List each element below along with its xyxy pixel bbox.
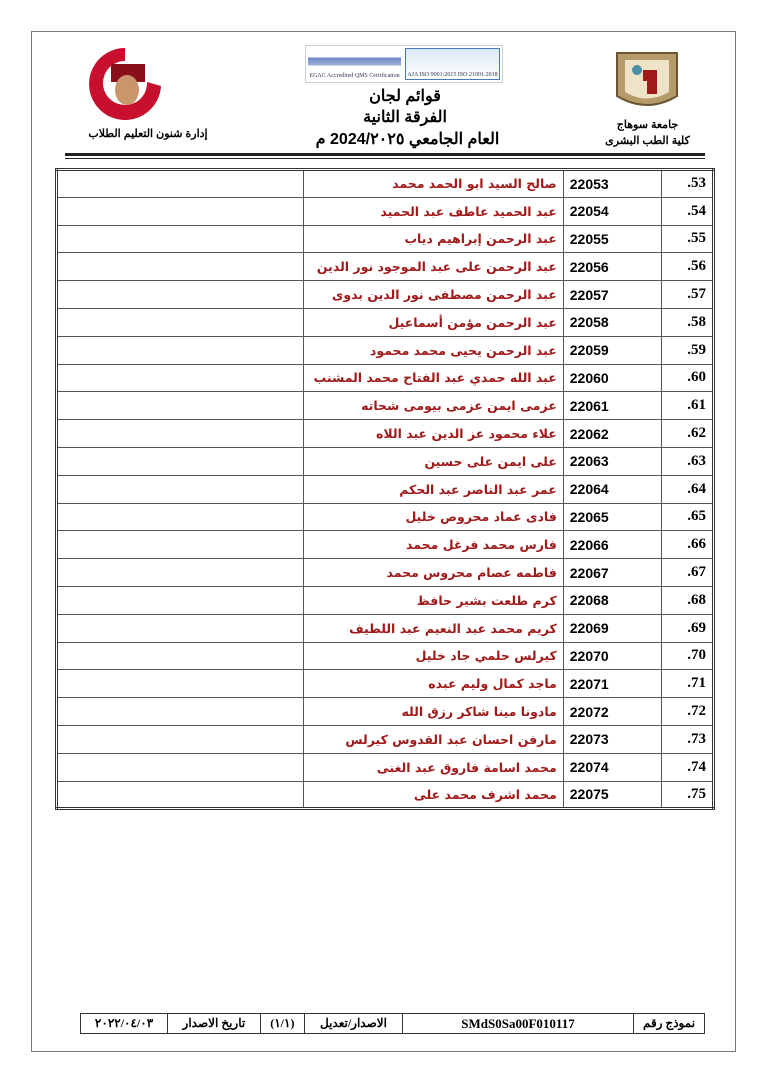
table-row [57, 698, 714, 726]
student-id: 22069 [563, 614, 661, 642]
student-id: 22055 [563, 225, 661, 253]
signature-cell [57, 670, 304, 698]
table-row [57, 725, 714, 753]
student-id: 22066 [563, 531, 661, 559]
row-number: .67 [661, 559, 713, 587]
university-label: جامعة سوهاج [616, 119, 679, 131]
form-number-label: نموذج رقم [634, 1014, 705, 1034]
signature-cell [57, 586, 304, 614]
table-row [57, 614, 714, 642]
student-name: عبد الرحمن مؤمن أسماعيل [304, 308, 563, 336]
student-name: علاء محمود عز الدين عبد اللاه [304, 420, 563, 448]
row-number: .68 [661, 586, 713, 614]
student-name: على ايمن على حسين [304, 447, 563, 475]
signature-cell [57, 698, 304, 726]
student-id: 22063 [563, 447, 661, 475]
table-row [57, 253, 714, 281]
student-id: 22064 [563, 475, 661, 503]
table-row [57, 308, 714, 336]
revision-label: الاصدار/تعديل [304, 1014, 402, 1034]
student-id: 22068 [563, 586, 661, 614]
row-number: .56 [661, 253, 713, 281]
table-row [57, 420, 714, 448]
aja-logo: AJA ISO 9001:2015 ISO 21001:2018 [405, 48, 500, 80]
certification-logos [305, 45, 503, 83]
signature-cell [57, 447, 304, 475]
signature-cell [57, 531, 304, 559]
student-id: 22065 [563, 503, 661, 531]
row-number: .62 [661, 420, 713, 448]
row-number: .60 [661, 364, 713, 392]
table-row [57, 170, 714, 198]
signature-cell [57, 420, 304, 448]
signature-cell [57, 503, 304, 531]
signature-cell [57, 253, 304, 281]
year-level: الفرقة الثانية [363, 109, 447, 126]
header-divider [65, 153, 705, 159]
table-row [57, 281, 714, 309]
student-id: 22067 [563, 559, 661, 587]
signature-cell [57, 308, 304, 336]
row-number: .71 [661, 670, 713, 698]
row-number: .53 [661, 170, 713, 198]
table-row [57, 197, 714, 225]
student-id: 22073 [563, 725, 661, 753]
row-number: .70 [661, 642, 713, 670]
signature-cell [57, 642, 304, 670]
signature-cell [57, 364, 304, 392]
university-name [585, 117, 710, 149]
row-number: .59 [661, 336, 713, 364]
row-number: .55 [661, 225, 713, 253]
students-table [55, 168, 715, 810]
row-number: .58 [661, 308, 713, 336]
student-id: 22059 [563, 336, 661, 364]
student-name: عبد الرحمن على عبد الموجود نور الدين [304, 253, 563, 281]
egac-logo: EGAC Accredited QMS Certification [308, 48, 401, 80]
row-number: .54 [661, 197, 713, 225]
signature-cell [57, 392, 304, 420]
issue-date: ٢٠٢٢/٠٤/٠٣ [81, 1014, 168, 1034]
academic-year: العام الجامعي 2024/٢٠٢٥ م [315, 131, 500, 148]
student-id: 22070 [563, 642, 661, 670]
student-name: عبد الرحمن يحيى محمد محمود [304, 336, 563, 364]
row-number: .63 [661, 447, 713, 475]
student-name: عبد الله حمدي عبد الفتاح محمد المشنب [304, 364, 563, 392]
student-id: 22054 [563, 197, 661, 225]
student-id: 22061 [563, 392, 661, 420]
student-id: 22062 [563, 420, 661, 448]
student-name: فاطمه عصام محروس محمد [304, 559, 563, 587]
student-name: كرم طلعت بشير حافظ [304, 586, 563, 614]
student-name: مارفن احسان عبد القدوس كيرلس [304, 725, 563, 753]
signature-cell [57, 281, 304, 309]
table-row [57, 225, 714, 253]
student-name: عبد الحميد عاطف عبد الحميد [304, 197, 563, 225]
form-footer [80, 1013, 705, 1034]
table-row [57, 336, 714, 364]
student-name: عمر عبد الناصر عبد الحكم [304, 475, 563, 503]
page-title: قوائم لجان [369, 88, 441, 105]
student-name: فادى عماد محروص خليل [304, 503, 563, 531]
signature-cell [57, 559, 304, 587]
student-name: فارس محمد فرغل محمد [304, 531, 563, 559]
row-number: .72 [661, 698, 713, 726]
table-row [57, 447, 714, 475]
signature-cell [57, 753, 304, 781]
signature-cell [57, 725, 304, 753]
signature-cell [57, 781, 304, 809]
row-number: .66 [661, 531, 713, 559]
table-row [57, 559, 714, 587]
student-name: عبد الرحمن إبراهيم دياب [304, 225, 563, 253]
row-number: .74 [661, 753, 713, 781]
student-id: 22072 [563, 698, 661, 726]
sohag-university-seal [607, 48, 687, 114]
row-number: .69 [661, 614, 713, 642]
table-row [57, 753, 714, 781]
table-row [57, 475, 714, 503]
row-number: .65 [661, 503, 713, 531]
student-id: 22060 [563, 364, 661, 392]
student-id: 22071 [563, 670, 661, 698]
signature-cell [57, 225, 304, 253]
student-id: 22075 [563, 781, 661, 809]
student-id: 22074 [563, 753, 661, 781]
student-name: صالح السيد ابو الحمد محمد [304, 170, 563, 198]
signature-cell [57, 197, 304, 225]
row-number: .61 [661, 392, 713, 420]
sohag-medicine-logo [75, 42, 175, 122]
table-row [57, 503, 714, 531]
table-row [57, 670, 714, 698]
table-row [57, 642, 714, 670]
row-number: .64 [661, 475, 713, 503]
faculty-label: كلية الطب البشرى [605, 135, 690, 147]
table-row [57, 364, 714, 392]
student-id: 22057 [563, 281, 661, 309]
table-row [57, 586, 714, 614]
issue-date-label: تاريخ الاصدار [168, 1014, 261, 1034]
student-id: 22053 [563, 170, 661, 198]
student-name: ماجد كمال وليم عبده [304, 670, 563, 698]
signature-cell [57, 170, 304, 198]
student-name: كريم محمد عبد النعيم عبد اللطيف [304, 614, 563, 642]
student-id: 22056 [563, 253, 661, 281]
table-row [57, 531, 714, 559]
department-name: إدارة شنون التعليم الطلاب [88, 128, 208, 140]
revision-value: (١/١) [260, 1014, 304, 1034]
table-row [57, 392, 714, 420]
student-name: مادونا مينا شاكر رزق الله [304, 698, 563, 726]
student-name: محمد اسامة فاروق عبد الغنى [304, 753, 563, 781]
student-name: عبد الرحمن مصطفى نور الدين بدوى [304, 281, 563, 309]
signature-cell [57, 336, 304, 364]
student-name: كيرلس حلمي جاد خليل [304, 642, 563, 670]
student-id: 22058 [563, 308, 661, 336]
student-name: محمد اشرف محمد على [304, 781, 563, 809]
student-name: عزمى ايمن عزمى بيومى شحاته [304, 392, 563, 420]
row-number: .73 [661, 725, 713, 753]
signature-cell [57, 614, 304, 642]
table-row [57, 781, 714, 809]
signature-cell [57, 475, 304, 503]
row-number: .75 [661, 781, 713, 809]
form-number: SMdS0Sa00F010117 [403, 1014, 634, 1034]
row-number: .57 [661, 281, 713, 309]
